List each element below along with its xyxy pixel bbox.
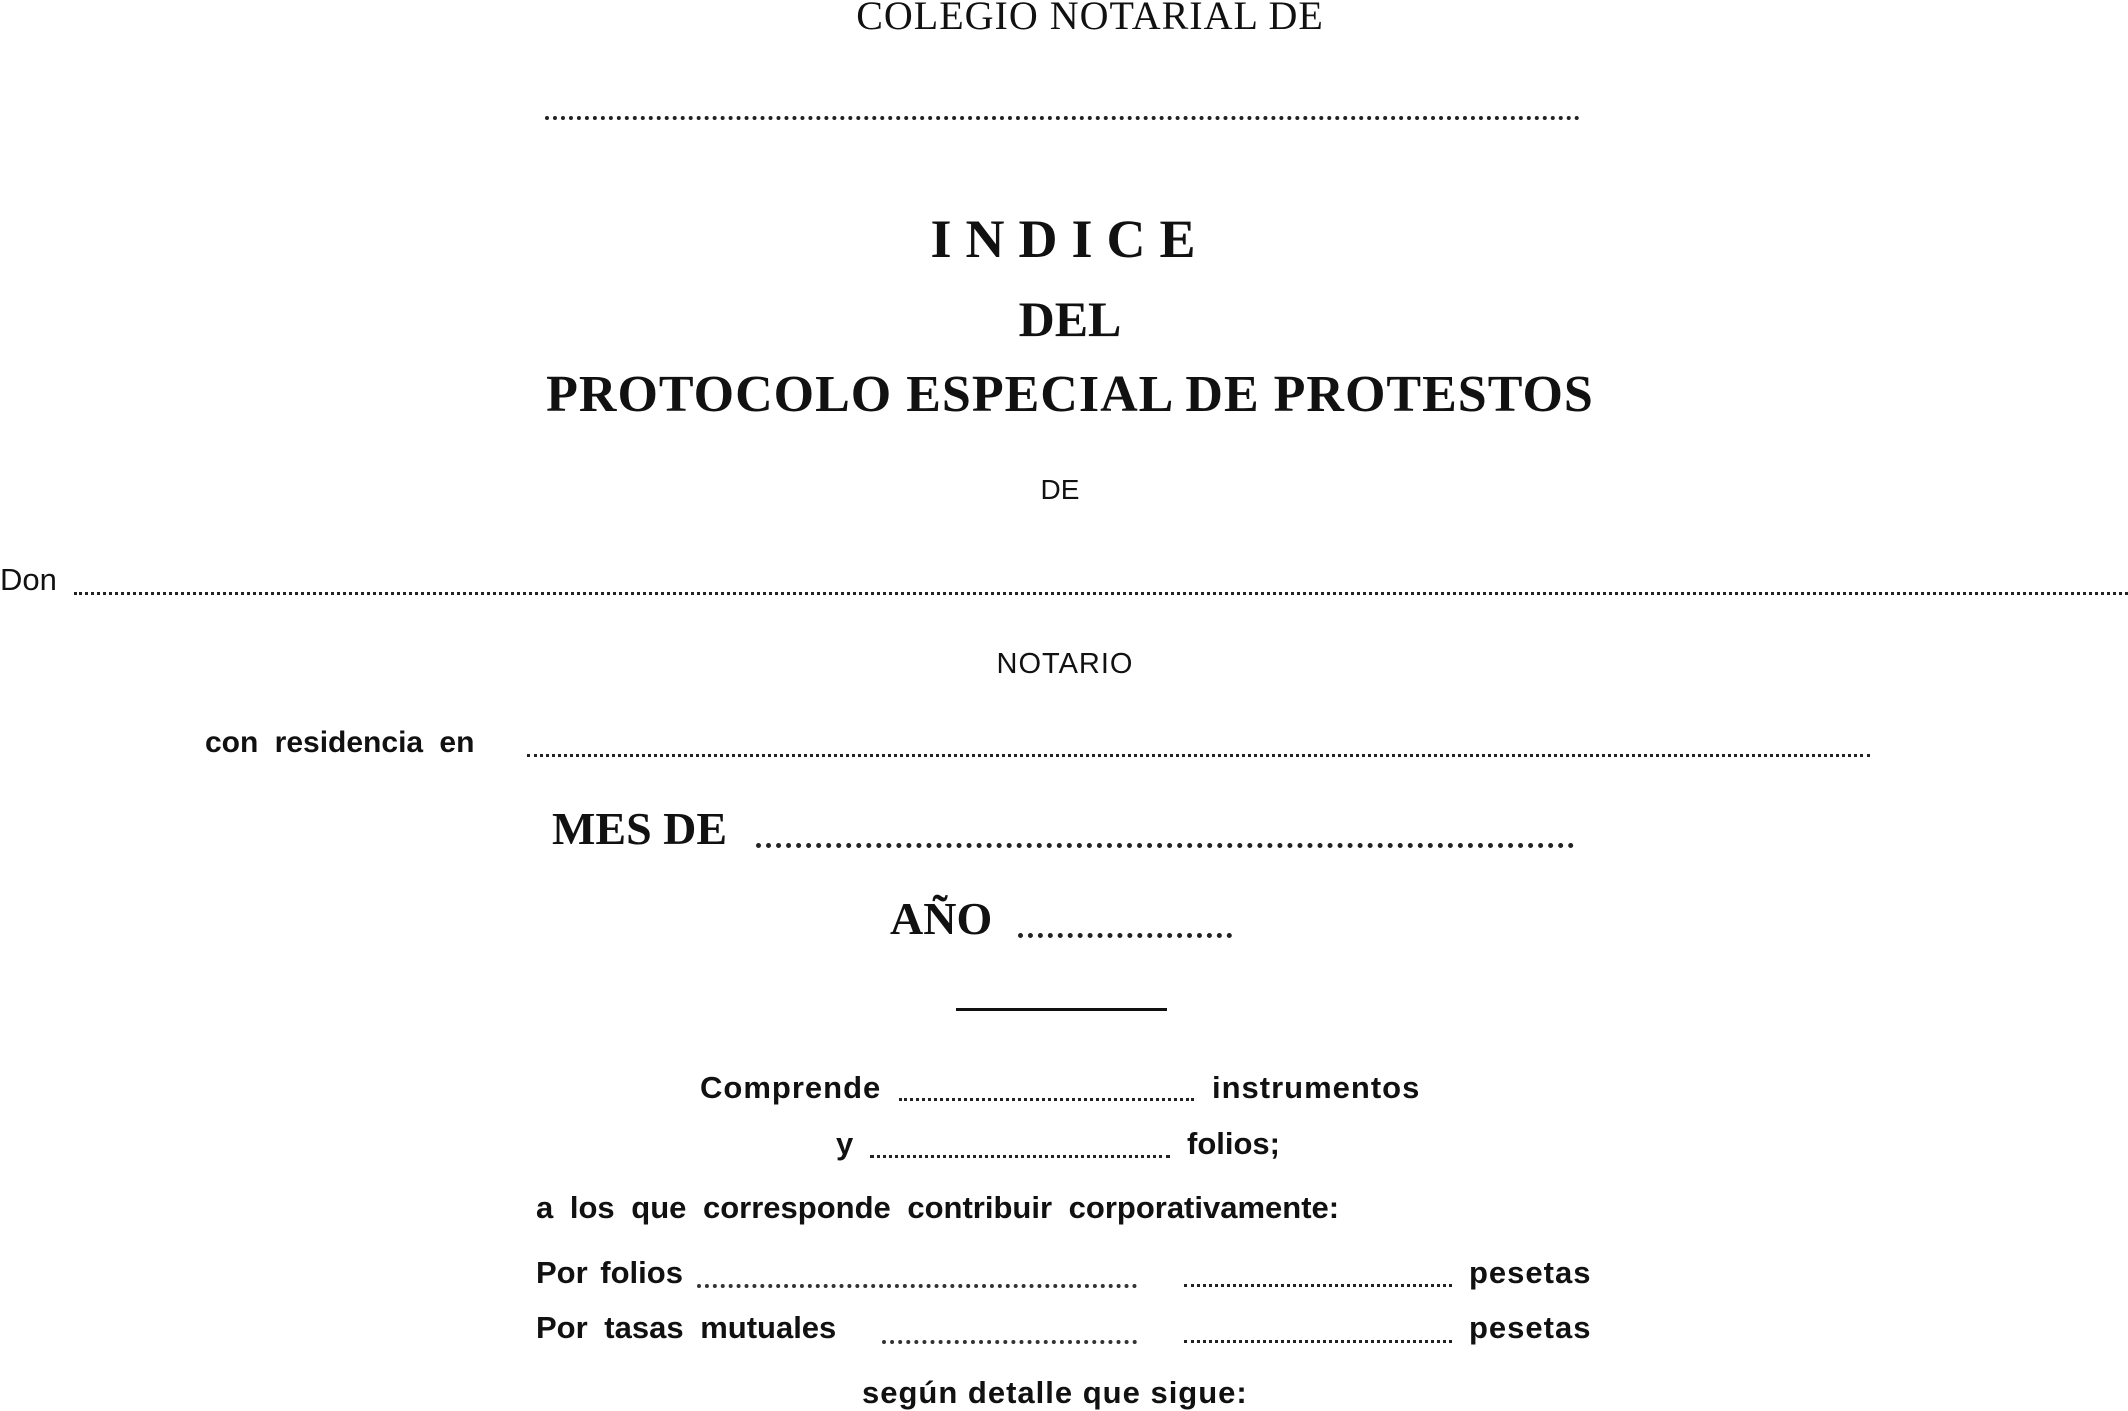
mes-label: MES DE xyxy=(552,803,728,854)
don-blank-field[interactable] xyxy=(74,588,2128,595)
por-tasas-leader xyxy=(882,1336,1137,1344)
por-folios-amount-field[interactable] xyxy=(1184,1280,1452,1287)
ano-blank-field[interactable] xyxy=(1018,928,1232,938)
de-label: DE xyxy=(1040,474,1080,505)
y-label: y xyxy=(836,1126,854,1161)
title-del: DEL xyxy=(1018,291,1122,347)
folios-blank-field[interactable] xyxy=(870,1151,1170,1158)
title-protocolo: PROTOCOLO ESPECIAL DE PROTESTOS xyxy=(546,366,1594,423)
por-tasas-amount-field[interactable] xyxy=(1184,1336,1452,1343)
residencia-label: con residencia en xyxy=(205,726,475,759)
folios-label: folios; xyxy=(1187,1126,1280,1161)
title-indice: INDICE xyxy=(930,209,1210,269)
colegio-notarial-heading: COLEGIO NOTARIAL DE xyxy=(856,0,1324,38)
pesetas-label-tasas: pesetas xyxy=(1469,1310,1592,1345)
separator-rule xyxy=(956,1008,1167,1011)
residencia-blank-field[interactable] xyxy=(527,750,1870,757)
por-tasas-label: Por tasas mutuales xyxy=(536,1310,837,1345)
por-folios-leader xyxy=(697,1280,1137,1288)
segun-detalle-text: según detalle que sigue: xyxy=(862,1375,1248,1410)
instrumentos-label: instrumentos xyxy=(1212,1070,1421,1105)
mes-blank-field[interactable] xyxy=(756,838,1574,848)
ano-label: AÑO xyxy=(890,893,993,944)
por-folios-label: Por folios xyxy=(536,1255,683,1290)
pesetas-label-folios: pesetas xyxy=(1469,1255,1592,1290)
instrumentos-blank-field[interactable] xyxy=(899,1094,1194,1101)
corresponde-text: a los que corresponde contribuir corporativamente: xyxy=(536,1190,1340,1225)
comprende-label: Comprende xyxy=(700,1070,882,1105)
colegio-blank-field[interactable] xyxy=(545,112,1580,120)
don-label: Don xyxy=(0,562,57,597)
notario-label: NOTARIO xyxy=(996,648,1134,680)
